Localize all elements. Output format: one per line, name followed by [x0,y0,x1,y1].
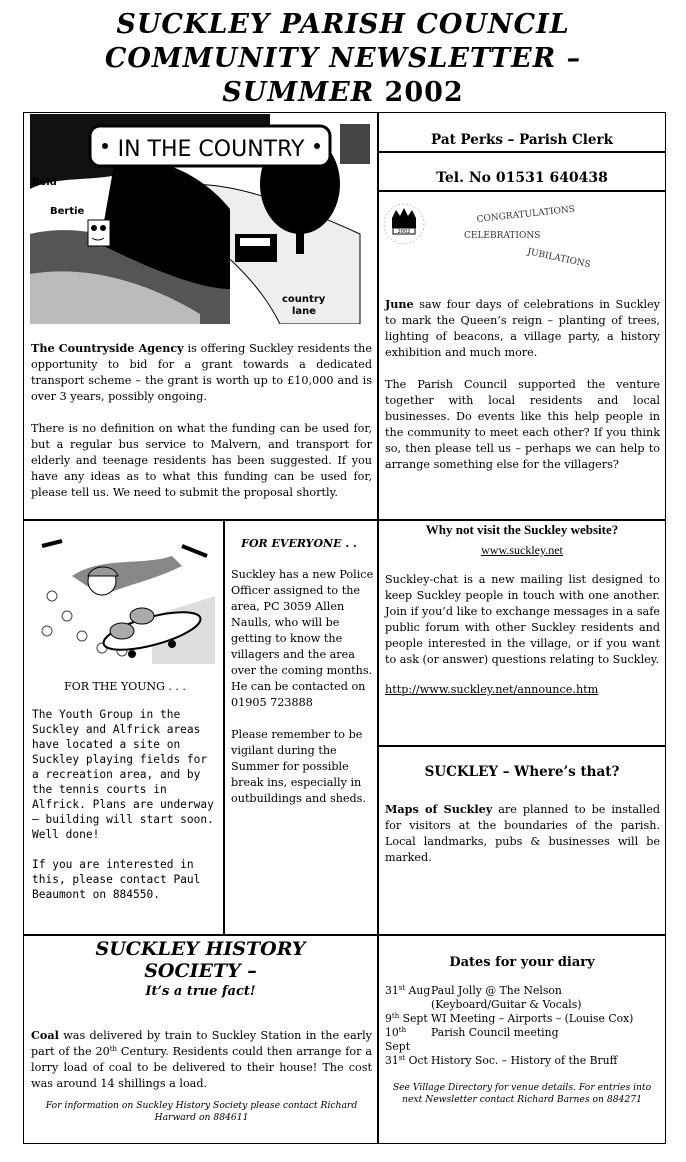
where-divider [377,745,666,747]
history-para-b: Century. Residents could then arrange for a lorry load of coal to be delivered to their house! The cost was around 14 shillings a load. [31,1045,372,1090]
inner-column-divider [223,519,225,935]
where-article [385,801,660,866]
everyone-para-2: Please remember to be vigilant during the Summer for possible break ins, especially in outbuildings and sheds. [231,728,366,805]
history-heading [24,938,377,1002]
diary-date: 10th Sept [385,1026,411,1053]
diary-event: Paul Jolly @ The Nelson (Keyboard/Guitar & Vocals) [431,984,582,1011]
clerk-name: Pat Perks – Parish Clerk [431,132,613,148]
clerk-telephone: Tel. No 01531 640438 [436,170,608,186]
diary-date: 31st Aug [385,984,431,997]
country-scene-image [30,114,370,324]
diary-event: WI Meeting – Airports – (Louise Cox) [431,1012,634,1025]
in-the-country-illustration [30,114,370,324]
announce-url-link[interactable]: http://www.suckley.net/announce.htm [385,683,599,696]
diary-entry [385,984,660,1012]
where-para-text: are planned to be installed for visitors at the boundaries of the parish. Local landmarks, pubs & businesses will be marked. [385,803,660,864]
young-para-1: The Youth Group in the Suckley and Alfrick areas have located a site on Suckley playing fields for a recreation area, and by the tennis courts in Alfrick. Plans are underway – building will start soon. Well done! [32,708,214,841]
jubilee-graphic [382,194,662,286]
history-article [31,1027,372,1124]
jubilee-article [385,296,660,473]
diary-heading: Dates for your diary [449,955,595,970]
everyone-para-1: Suckley has a new Police Officer assigned to the area, PC 3059 Allen Naulls, who will be getting to know the villagers and the area over the coming months. He can be contacted on 01905 723888 [231,568,374,709]
diary-footer: See Village Directory for venue details. For entries into next Newsletter contact Richard Barnes on 884271 [392,1082,652,1105]
label-field: field [32,177,57,188]
newsletter-title [0,8,686,110]
word-celebrations: CELEBRATIONS [464,231,541,241]
history-heading-line-2: SOCIETY – [144,960,257,982]
jubilee-emblem-icon [382,194,662,286]
diary-entry [385,1054,660,1068]
history-heading-line-1: SUCKLEY HISTORY [95,938,306,960]
skateboarder-image [32,536,215,664]
countryside-article [31,340,372,501]
website-article [385,572,660,698]
diary-entry [385,1026,660,1054]
word-congratulations: CONGRATULATIONS [476,204,576,225]
diary-date: 9th Sept [385,1012,428,1025]
title-line-1: SUCKLEY PARISH COUNCIL [116,9,570,40]
jubilee-lead: June [385,297,414,311]
history-lead: Coal [31,1028,59,1042]
countryside-para-1-text: is offering Suckley residents the opportunity to bid for a grant towards a dedicated transport scheme – the grant is worth up to £10,000 and is over 3 years, possibly ongoing. [31,342,372,403]
jubilee-para-1 [385,296,660,361]
label-bertie: Bertie [50,206,85,217]
countryside-para-1 [31,340,372,405]
for-everyone-heading: FOR EVERYONE . . [241,537,357,550]
jubilee-para-2: The Parish Council supported the venture together with local residents and local businesses. Do events like this help people in the community to meet each other? If you think so, then please tell us – perhaps we can help to arrange something else for the villagers? [385,378,660,471]
clerk-divider-1 [377,151,666,153]
website-url-container [378,539,666,558]
label-country: country [282,294,326,305]
where-para [385,801,660,866]
history-para [31,1027,372,1092]
row-divider-2 [23,934,666,936]
where-lead: Maps of Suckley [385,802,493,816]
young-para-2: If you are interested in this, please contact Paul Beaumont on 884550. [32,858,201,901]
countryside-para-2: There is no definition on what the funding can be used for, but a regular bus service to Malvern, and transport for elderly and teenage residents has been suggested. If you have any ideas as to what this funding can be used for, please tell us. We need to submit the proposal shortly. [31,422,372,499]
sign-text: IN THE COUNTRY [117,137,305,162]
everyone-article [231,567,374,807]
announce-link-row [385,682,660,698]
website-para: Suckley-chat is a new mailing list designed to keep Suckley people in touch with one another. Join if you’d like to exchange messages in a safe public forum with other Suckley residents and people interested in the village, or if you want to ask (or answer) questions relating to Suckley. [385,573,660,666]
history-footer: For information on Suckley History Society please contact Richard Harward on 884611 [45,1100,358,1123]
diary-entry [385,1012,660,1026]
history-subheading: It’s a true fact! [145,984,256,999]
word-jubilations: JUBILATIONS [526,247,592,271]
where-heading: SUCKLEY – Where’s that? [424,764,620,780]
title-line-3 [0,76,686,110]
diary-date: 31st Oct [385,1054,428,1067]
emblem-year: 2002 [397,229,411,235]
history-superscript: th [109,1045,118,1053]
row-divider-1 [23,519,666,521]
history-para-a: was delivered by train to Suckley Station in the early part of the 20 [31,1029,372,1058]
title-line-2: COMMUNITY NEWSLETTER – [104,43,582,74]
website-url-link[interactable]: www.suckley.net [481,543,563,557]
for-the-young-caption: FOR THE YOUNG . . . [64,680,186,693]
skateboarder-illustration [32,536,215,664]
young-article [32,707,220,902]
label-lane: lane [292,306,317,317]
countryside-lead: The Countryside Agency [31,341,184,355]
diary-event: Parish Council meeting [431,1026,559,1039]
website-heading: Why not visit the Suckley website? [425,522,619,537]
jubilee-para-1-text: saw four days of celebrations in Suckley to mark the Queen’s reign – planting of trees, lighting of beacons, a village party, a history exhibition and much more. [385,298,660,359]
title-year: 2002 [384,77,464,108]
clerk-divider-2 [377,190,666,192]
diary-list [385,984,660,1068]
diary-event: History Soc. – History of the Bruff [431,1054,618,1067]
column-divider [377,112,379,1144]
title-season: SUMMER [222,77,375,108]
